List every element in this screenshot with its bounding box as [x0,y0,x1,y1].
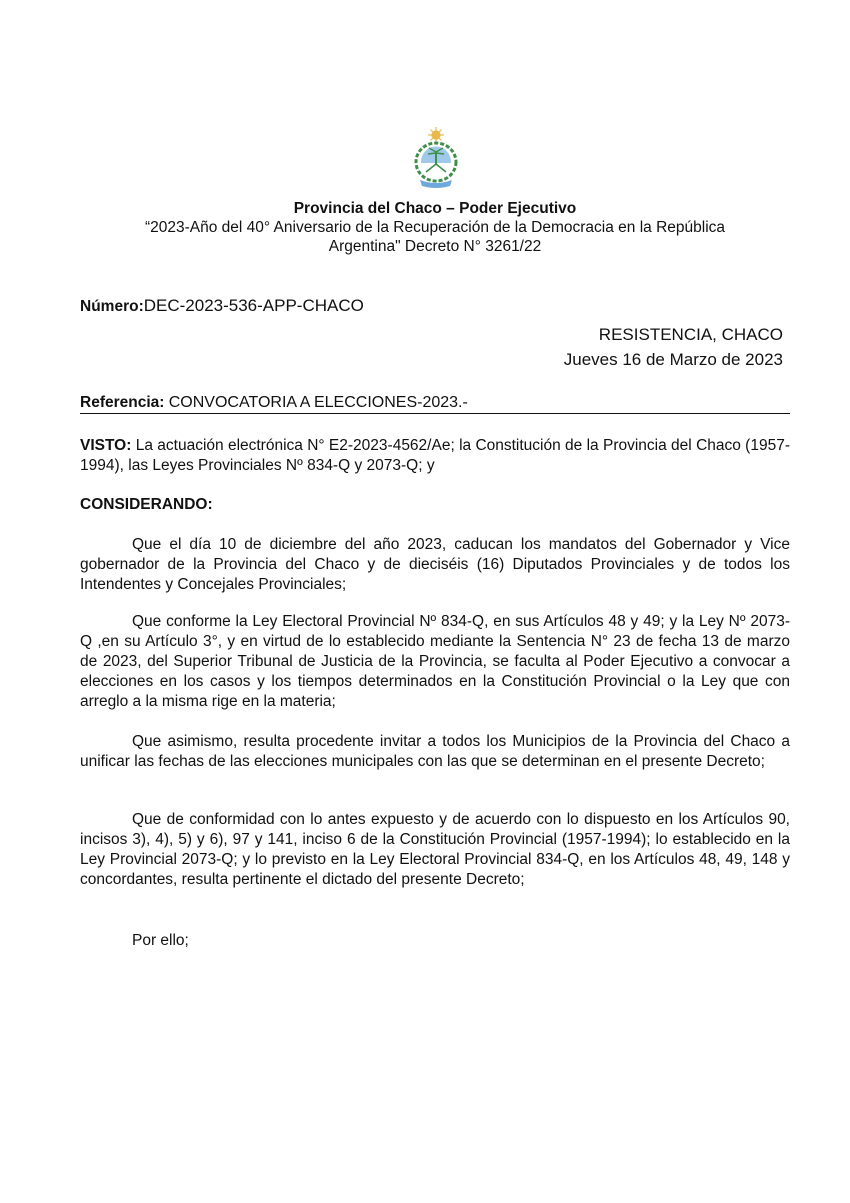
considerando-paragraph-4: Que de conformidad con lo antes expuesto y de acuerdo con lo dispuesto en los Artículos 90, incisos 3), 4), 5) y 6), 97 y 141, inciso 6 de la Constitución Provincial (1957-1994); lo establecido en la Ley Provincial 2073-Q; y lo previsto en la Ley Electoral Provincial 834-Q, en los Artículos 48, 49, 148 y concordantes, resulta pertinente el dictado del presente Decreto; [80,811,790,888]
document-number [80,296,364,316]
closing-paragraph: Por ello; [132,932,189,949]
document-header-title: Provincia del Chaco – Poder Ejecutivo [293,200,577,217]
provincia-del-chaco-coat-of-arms-icon [414,126,458,190]
motto-line-2: Argentina" Decreto N° 3261/22 [328,238,542,255]
considerando-heading: CONSIDERANDO: [80,496,213,513]
document-header-motto [80,218,790,256]
place-and-date [564,322,783,372]
considerando-paragraph-1: Que el día 10 de diciembre del año 2023, caducan los mandatos del Gobernador y Vice gobernador de la Provincia del Chaco y de dieciséis (16) Diputados Provinciales y de todos los Intendentes y Concejales Provinciales; [80,536,790,593]
reference-label: Referencia: [80,394,165,411]
date: Jueves 16 de Marzo de 2023 [563,350,783,369]
visto-paragraph [80,436,790,476]
considerando-paragraph-3: Que asimismo, resulta procedente invitar a todos los Municipios de la Provincia del Chaco a unificar las fechas de las elecciones municipales con las que se determinan en el presente Decreto; [80,733,790,770]
motto-line-1: “2023-Año del 40° Aniversario de la Recuperación de la Democracia en la República [144,219,726,236]
document-number-value: DEC-2023-536-APP-CHACO [143,296,364,315]
document-number-label: Número: [80,298,144,315]
considerando-paragraph-2: Que conforme la Ley Electoral Provincial Nº 834-Q, en sus Artículos 48 y 49; y la Ley Nº 2073- Q ,en su Artículo 3°, y en virtud de lo establecido mediante la Sentencia N° 23 de fecha 13 de marzo de 2023, del Superior Tribunal de Justicia de la Provincia, se faculta al Poder Ejecutivo a convocar a elecciones en los casos y los tiempos determinados en la Constitución Provincial o la Ley que con arreglo a la misma rige en la materia; [80,613,790,710]
reference-value: CONVOCATORIA A ELECCIONES-2023.- [168,394,468,411]
place: RESISTENCIA, CHACO [598,325,783,344]
visto-text: La actuación electrónica N° E2-2023-4562/Ae; la Constitución de la Provincia del Chaco (1957-1994), las Leyes Provinciales Nº 834-Q y 2073-Q; y [80,437,790,474]
reference-line [80,394,790,414]
visto-label: VISTO: [80,437,132,454]
